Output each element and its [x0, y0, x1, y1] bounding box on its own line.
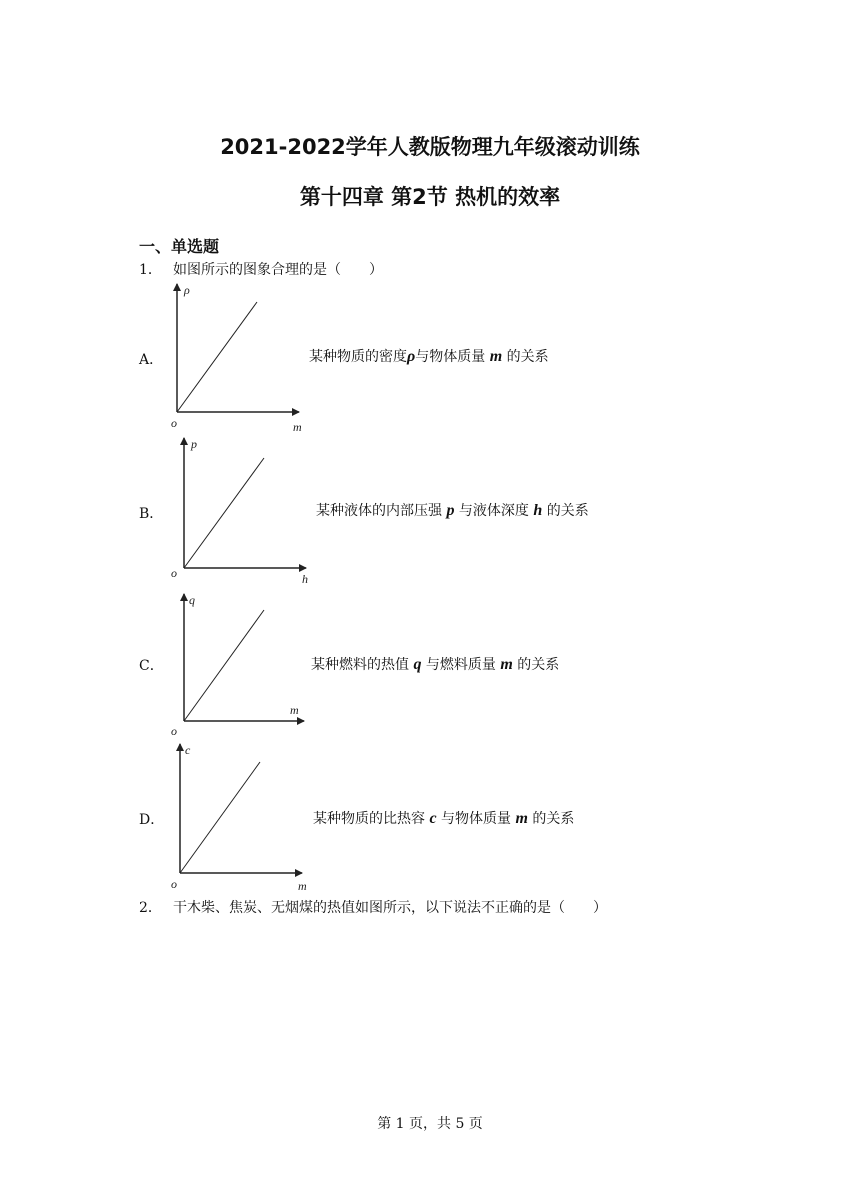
x-axis-label: m — [298, 879, 307, 893]
x-axis-label: h — [302, 572, 308, 586]
option-c-description: 某种燃料的热值 q 与燃料质量 m 的关系 — [311, 656, 560, 673]
option-d-description: 某种物质的比热容 c 与物体质量 m 的关系 — [313, 810, 575, 827]
option-c-graph — [172, 588, 322, 748]
section-heading: 一、单选题 — [139, 237, 220, 256]
question-2 — [139, 897, 607, 917]
origin-label: o — [171, 877, 177, 891]
option-d-label: D． — [139, 812, 165, 828]
proportional-line — [177, 302, 257, 412]
proportional-line — [184, 458, 264, 568]
proportional-line — [184, 610, 264, 721]
document-title: 2021-2022学年人教版物理九年级滚动训练 — [220, 135, 640, 159]
option-d-graph — [170, 738, 320, 898]
option-a-graph — [165, 278, 315, 438]
question-2-number: 2． — [139, 900, 162, 916]
option-c-label: C． — [139, 658, 164, 674]
y-axis-label: ρ — [184, 283, 190, 297]
origin-label: o — [171, 416, 177, 430]
y-axis-label: q — [189, 593, 195, 607]
origin-label: o — [171, 724, 177, 738]
x-axis-label: m — [290, 703, 299, 717]
y-axis-label: c — [185, 743, 191, 757]
option-b-description: 某种液体的内部压强 p 与液体深度 h 的关系 — [316, 502, 589, 519]
y-axis-label: p — [191, 437, 197, 451]
x-axis-label: m — [293, 420, 302, 434]
option-a-description: 某种物质的密度ρ与物体质量 m 的关系 — [309, 348, 549, 365]
option-b-graph — [172, 432, 322, 592]
proportional-line — [180, 762, 260, 873]
origin-label: o — [171, 566, 177, 580]
question-1-stem: 如图所示的图象合理的是（ ） — [173, 262, 383, 278]
question-1-number: 1． — [139, 262, 162, 278]
option-a-label: A． — [139, 352, 164, 368]
document-subtitle: 第十四章 第2节 热机的效率 — [299, 185, 561, 209]
question-2-stem: 干木柴、焦炭、无烟煤的热值如图所示，以下说法不正确的是（ ） — [173, 900, 607, 916]
option-b-label: B． — [139, 506, 164, 522]
page-footer: 第 1 页，共 5 页 — [377, 1116, 483, 1132]
question-1 — [139, 259, 383, 279]
